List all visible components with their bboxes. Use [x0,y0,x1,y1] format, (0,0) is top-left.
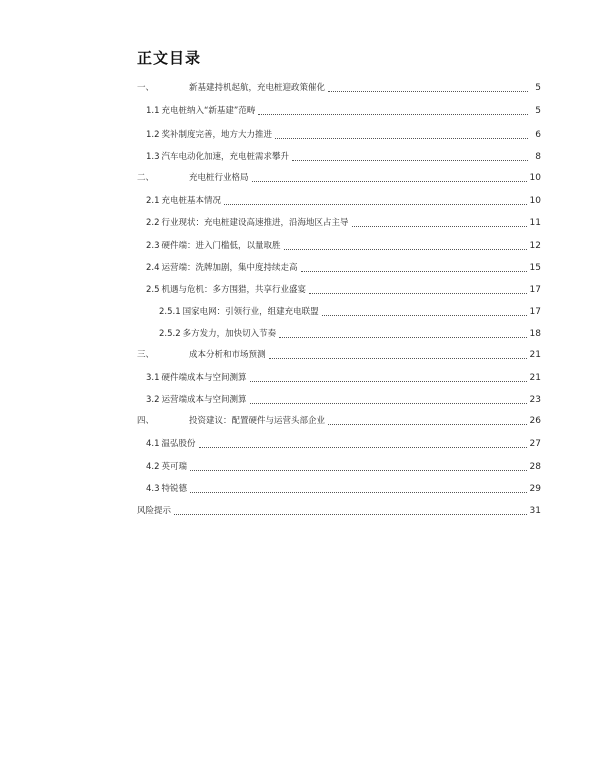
toc-entry-page: 10 [529,196,541,206]
dot-leader [190,491,527,493]
toc-entry[interactable] [137,167,541,184]
toc-entry-number: 2.5.1 [159,307,181,317]
toc-entry[interactable] [146,433,541,450]
toc-entry-number: 2.5 [146,285,160,295]
toc-entry-page: 27 [529,439,541,449]
toc-entry-number: 四、 [137,416,155,426]
toc-entry-page: 23 [529,395,541,405]
toc-entry-title: 特锐德 [161,484,188,494]
toc-entry[interactable] [146,190,541,207]
toc-entry-title: 机遇与危机：多方围猎，共享行业盛宴 [161,285,307,295]
dot-leader [328,423,527,425]
dot-leader [250,402,527,404]
dot-leader [284,248,527,250]
toc-entry-title: 运营端：洗牌加剧，集中度持续走高 [161,263,298,273]
toc-entry[interactable] [146,100,541,117]
toc-entry-number: 三、 [137,350,155,360]
toc-entry-page: 21 [529,350,541,360]
toc-entry[interactable] [159,301,541,318]
dot-leader [174,513,527,515]
dot-leader [309,292,527,294]
toc-entry-title: 硬件端：进入门槛低，以量取胜 [161,241,281,251]
dot-leader [258,113,528,115]
toc-entry-page: 5 [535,106,541,116]
toc-entry-number: 2.2 [146,218,160,228]
toc-entry[interactable] [146,212,541,229]
dot-leader [252,180,527,182]
toc-entry-page: 15 [529,263,541,273]
toc-entry[interactable] [146,257,541,274]
toc-entry-title: 充电桩行业格局 [189,173,249,183]
dot-leader [250,380,527,382]
toc-entry-title: 运营端成本与空间测算 [161,395,247,405]
toc-entry-title: 行业现状：充电桩建设高速推进，沿海地区占主导 [161,218,349,228]
toc-entry-title: 奖补制度完善，地方大力推进 [161,130,273,140]
toc-entry-number: 3.1 [146,373,160,383]
toc-entry[interactable] [137,500,541,517]
toc-entry-number: 4.1 [146,439,160,449]
toc-entry-title: 充电桩纳入“新基建”范畴 [161,106,256,116]
toc-entry[interactable] [146,389,541,406]
toc-entry-page: 26 [529,416,541,426]
toc-entry-page: 29 [529,484,541,494]
page-title: 正文目录 [137,49,202,67]
dot-leader [352,225,527,227]
toc-entry[interactable] [146,367,541,384]
toc-entry[interactable] [137,410,541,427]
toc-entry-title: 温弘股份 [161,439,196,449]
toc-entry-page: 21 [529,373,541,383]
toc-entry-number: 1.3 [146,152,160,162]
dot-leader [269,357,527,359]
toc-entry[interactable] [146,235,541,252]
toc-entry[interactable] [146,478,541,495]
toc-entry-number: 2.5.2 [159,329,181,339]
toc-entry[interactable] [146,279,541,296]
toc-entry-number: 2.1 [146,196,160,206]
toc-entry-page: 12 [529,241,541,251]
toc-entry-page: 5 [535,83,541,93]
toc-entry-page: 6 [535,130,541,140]
toc-entry-number: 4.3 [146,484,160,494]
toc-entry[interactable] [137,77,541,94]
toc-entry-number: 二、 [137,173,155,183]
toc-entry-page: 17 [529,285,541,295]
toc-entry[interactable] [137,344,541,361]
toc-entry-page: 31 [529,506,541,516]
dot-leader [190,469,527,471]
toc-entry-number: 4.2 [146,462,160,472]
toc-entry-page: 10 [529,173,541,183]
toc-entry-number: 3.2 [146,395,160,405]
dot-leader [279,336,526,338]
toc-entry-number: 2.3 [146,241,160,251]
toc-entry-title: 风险提示 [137,506,172,516]
toc-entry-title: 汽车电动化加速，充电桩需求攀升 [161,152,290,162]
toc-entry-title: 新基建持机起航，充电桩迎政策催化 [189,83,326,93]
toc-entry-page: 11 [529,218,541,228]
toc-entry-page: 8 [535,152,541,162]
toc-entry-title: 国家电网：引领行业，组建充电联盟 [182,307,319,317]
toc-entry-page: 18 [529,329,541,339]
dot-leader [301,270,527,272]
toc-entry-title: 多方发力，加快切入节奏 [182,329,277,339]
dot-leader [275,137,528,139]
toc-entry-title: 英可瑞 [161,462,188,472]
toc-entry-page: 28 [529,462,541,472]
toc-entry-page: 17 [529,307,541,317]
dot-leader [328,90,528,92]
toc-entry[interactable] [146,124,541,141]
dot-leader [199,446,527,448]
dot-leader [224,203,527,205]
toc-entry-title: 硬件端成本与空间测算 [161,373,247,383]
toc-entry[interactable] [146,456,541,473]
toc-entry[interactable] [159,323,541,340]
toc-entry-title: 充电桩基本情况 [161,196,222,206]
toc-entry-number: 1.1 [146,106,160,116]
toc-entry-number: 一、 [137,83,155,93]
toc-entry-number: 2.4 [146,263,160,273]
toc-entry-number: 1.2 [146,130,160,140]
dot-leader [322,314,527,316]
toc-entry-title: 成本分析和市场预测 [189,350,266,360]
toc-entry[interactable] [146,146,541,163]
dot-leader [292,159,528,161]
toc-entry-title: 投资建议：配置硬件与运营头部企业 [189,416,326,426]
